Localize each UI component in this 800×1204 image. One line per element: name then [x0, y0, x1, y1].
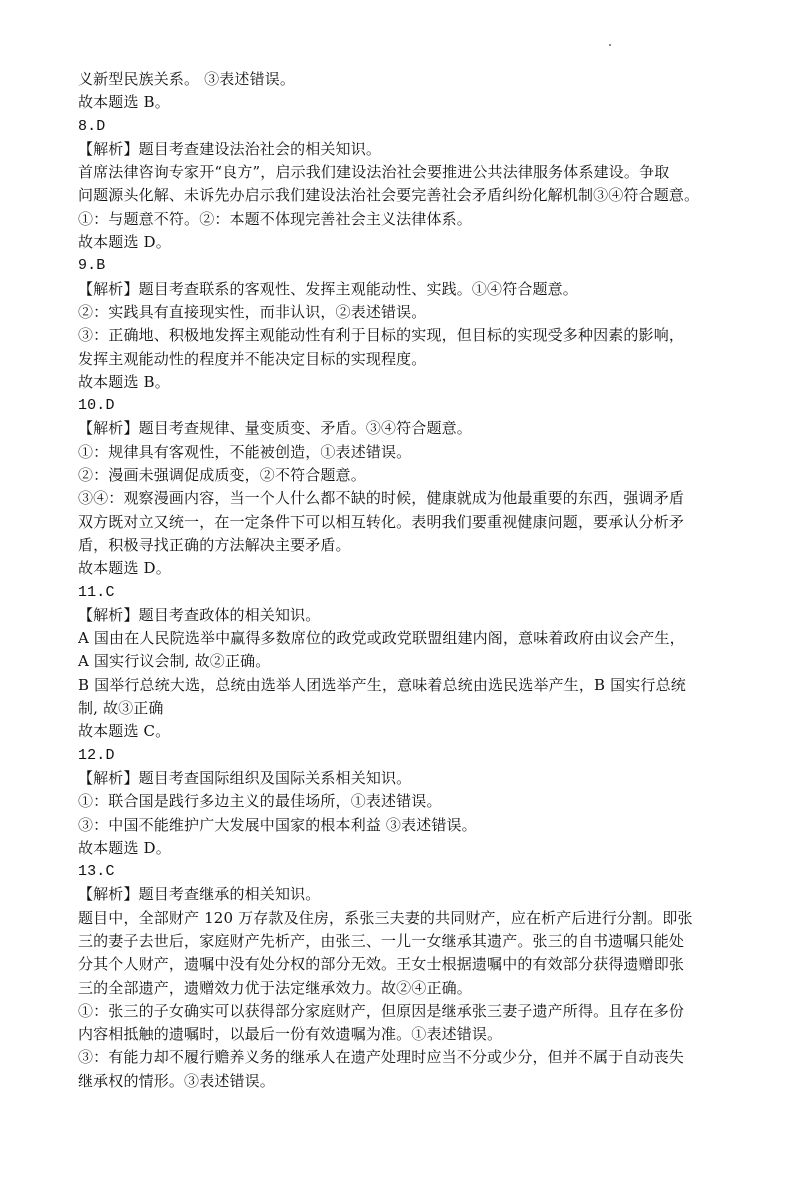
text-line: 分其个人财产，遗嘱中没有处分权的部分无效。王女士根据遗嘱中的有效部分获得遗赠即张: [78, 955, 685, 974]
text-line: ①：与题意不符。②：本题不体现完善社会主义法律体系。: [78, 209, 472, 228]
text-line: ①：张三的子女确实可以获得部分家庭财产，但原因是继承张三妻子遗产所得。且存在多份: [78, 1001, 685, 1020]
text-line: 故本题选 D。: [78, 233, 171, 252]
text-line: 故本题选 D。: [78, 559, 171, 578]
text-line: 内容相抵触的遗嘱时，以最后一份有效遗嘱为准。①表述错误。: [78, 1025, 503, 1044]
text-line: 盾，积极寻找正确的方法解决主要矛盾。: [78, 535, 351, 554]
text-line: ③：中国不能维护广大发展中国家的根本利益 ③表述错误。: [78, 815, 477, 834]
text-line: ③：正确地、积极地发挥主观能动性有利于目标的实现，但目标的实现受多种因素的影响，: [78, 326, 685, 345]
text-line: 【解析】题目考查政体的相关知识。: [78, 605, 321, 624]
text-line: 继承权的情形。③表述错误。: [78, 1071, 275, 1090]
text-line: ②：实践具有直接现实性，而非认识，②表述错误。: [78, 302, 427, 321]
text-line: 题目中，全部财产 120 万存款及住房，系张三夫妻的共同财产，应在析产后进行分割。即张: [78, 908, 693, 927]
text-line: 三的全部遗产，遗赠效力优于法定继承效力。故②④正确。: [78, 978, 472, 997]
text-line: 13.C: [78, 863, 115, 881]
text-line: ③：有能力却不履行赡养义务的继承人在遗产处理时应当不分或少分，但并不属于自动丧失: [78, 1048, 685, 1067]
text-line: 问题源头化解、未诉先办启示我们建设法治社会要完善社会矛盾纠纷化解机制③④符合题意。: [78, 186, 700, 205]
text-line: 10.D: [78, 397, 115, 415]
text-line: 故本题选 D。: [78, 838, 171, 857]
document-body: [78, 68, 760, 1093]
text-line: 义新型民族关系。 ③表述错误。: [78, 70, 296, 88]
text-line: ②：漫画未强调促成质变，②不符合题意。: [78, 466, 366, 485]
text-line: 故本题选 B。: [78, 93, 170, 112]
text-line: 8.D: [78, 117, 106, 135]
text-line: 【解析】题目考查继承的相关知识。: [78, 885, 321, 904]
text-line: 故本题选 B。: [78, 372, 170, 391]
text-line: ③④：观察漫画内容，当一个人什么都不缺的时候，健康就成为他最重要的东西，强调矛盾: [78, 489, 685, 508]
text-line: 双方既对立又统一，在一定条件下可以相互转化。表明我们要重视健康问题，要承认分析矛: [78, 512, 685, 531]
text-line: 9.B: [78, 257, 106, 275]
text-line: 三的妻子去世后，家庭财产先析产，由张三、一儿一女继承其遗产。张三的自书遗嘱只能处: [78, 931, 685, 950]
text-line: 首席法律咨询专家开“良方”，启示我们建设法治社会要推进公共法律服务体系建设。争取: [78, 163, 670, 182]
text-line: 【解析】题目考查建设法治社会的相关知识。: [78, 139, 382, 158]
text-line: 【解析】题目考查联系的客观性、发挥主观能动性、实践。①④符合题意。: [78, 279, 578, 298]
text-line: 【解析】题目考查规律、量变质变、矛盾。③④符合题意。: [78, 419, 472, 438]
text-line: B 国举行总统大选，总统由选举人团选举产生，意味着总统由选民选举产生，B 国实行总统: [78, 675, 686, 694]
text-line: 11.C: [78, 583, 115, 601]
text-line: A 国实行议会制, 故②正确。: [78, 652, 271, 671]
text-line: ①：联合国是践行多边主义的最佳场所，①表述错误。: [78, 792, 442, 811]
text-line: 发挥主观能动性的程度并不能决定目标的实现程度。: [78, 349, 427, 368]
text-line: A 国由在人民院选举中赢得多数席位的政党或政党联盟组建内阁，意味着政府由议会产生，: [78, 629, 685, 648]
text-line: 【解析】题目考查国际组织及国际关系相关知识。: [78, 768, 412, 787]
text-line: 制, 故③正确: [78, 699, 164, 718]
text-line: ①：规律具有客观性，不能被创造，①表述错误。: [78, 442, 412, 461]
text-line: 12.D: [78, 746, 115, 764]
text-line: 故本题选 C。: [78, 722, 171, 741]
